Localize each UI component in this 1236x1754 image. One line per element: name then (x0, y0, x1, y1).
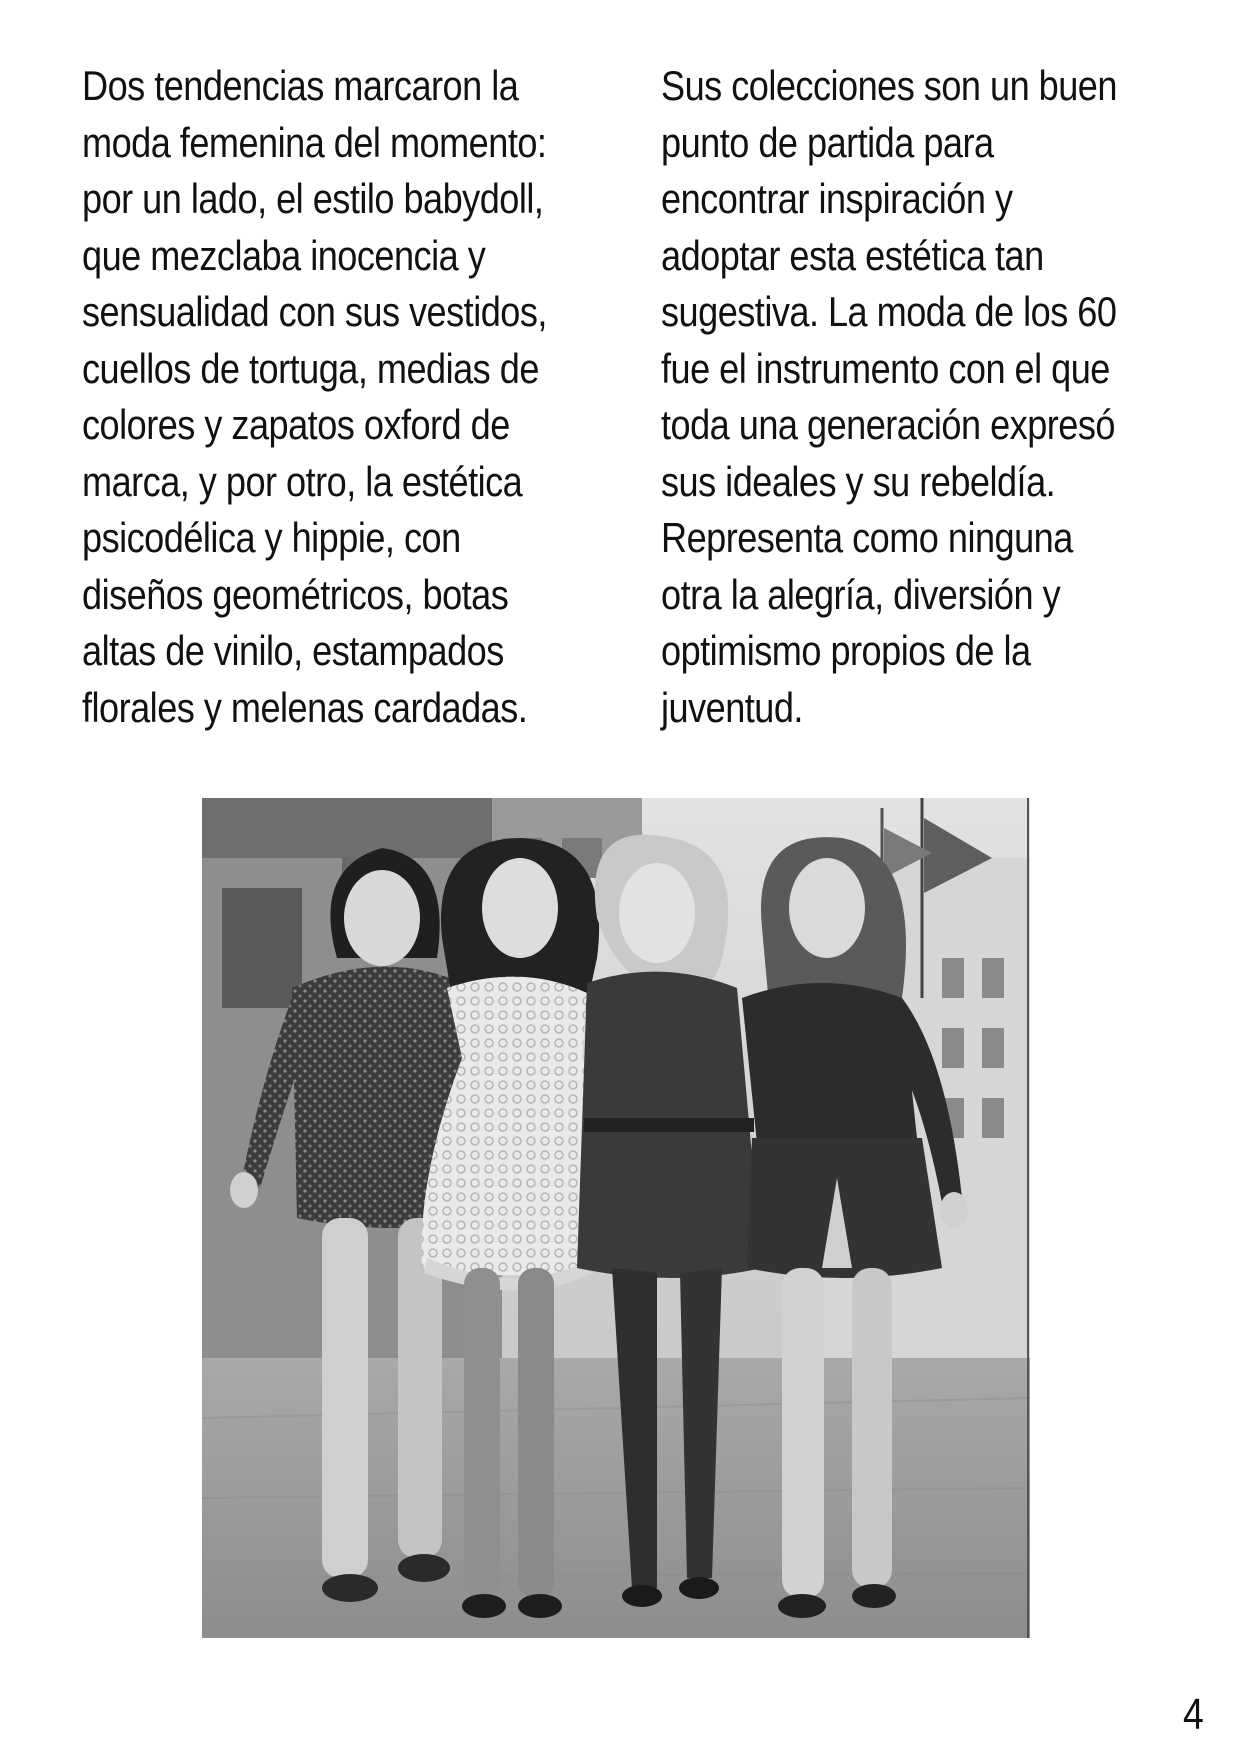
text-line: fue el instrumento con el que (661, 344, 1110, 392)
text-line: sus ideales y su rebeldía. (661, 457, 1056, 505)
text-line: por un lado, el estilo babydoll, (82, 175, 544, 222)
text-line: juventud. (661, 683, 803, 731)
text-line: diseños geométricos, botas (82, 570, 509, 618)
text-line: encontrar inspiración y (661, 175, 1013, 222)
text-line: colores y zapatos oxford de (82, 401, 510, 448)
page-number: 4 (1183, 1690, 1204, 1739)
text-line: moda femenina del momento: (82, 118, 547, 166)
article-photo (202, 798, 1030, 1638)
text-line: optimismo propios de la (661, 627, 1031, 674)
text-line: altas de vinilo, estampados (82, 627, 504, 674)
text-line: Dos tendencias marcaron la (82, 62, 519, 109)
text-line: punto de partida para (661, 118, 994, 166)
text-line: otra la alegría, diversión y (661, 570, 1061, 618)
article-column-left (82, 58, 547, 736)
text-line: florales y melenas cardadas. (82, 683, 528, 731)
text-line: sugestiva. La moda de los 60 (661, 288, 1117, 335)
article-column-right (661, 58, 1117, 736)
text-line: toda una generación expresó (661, 401, 1115, 448)
text-line: sensualidad con sus vestidos, (82, 288, 547, 335)
photo-illustration (202, 798, 1030, 1638)
text-line: psicodélica y hippie, con (82, 514, 461, 561)
text-line: cuellos de tortuga, medias de (82, 344, 539, 392)
text-line: adoptar esta estética tan (661, 231, 1044, 279)
text-line: marca, y por otro, la estética (82, 457, 523, 505)
text-line: Representa como ninguna (661, 514, 1073, 561)
text-line: que mezclaba inocencia y (82, 231, 486, 279)
text-line: Sus colecciones son un buen (661, 62, 1117, 109)
